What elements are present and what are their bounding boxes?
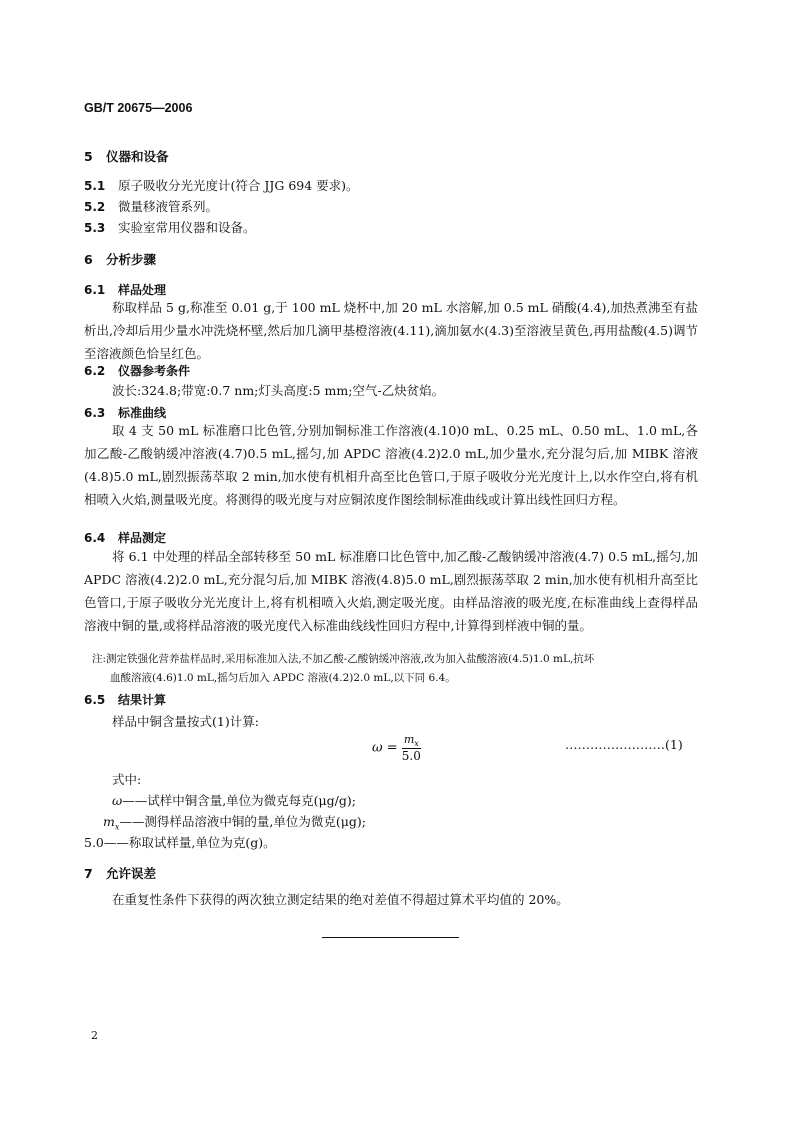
item-number: 5.2 <box>84 200 106 214</box>
definition-omega <box>112 791 356 809</box>
page-number: 2 <box>91 1029 98 1042</box>
formula-numerator-subscript: x <box>414 739 419 749</box>
item-number: 5.1 <box>84 179 106 193</box>
formula-numerator: m <box>403 733 415 746</box>
equation-number: ……………………(1) <box>565 737 683 752</box>
item-5-1 <box>84 176 359 194</box>
definition-symbol: 5.0 <box>84 835 104 850</box>
item-text: 原子吸收分光光度计(符合 JJG 694 要求)。 <box>118 178 359 193</box>
section-7-heading <box>84 864 156 882</box>
subsection-number: 6.5 <box>84 693 106 707</box>
formula-1 <box>372 733 421 763</box>
formula-lhs: ω = <box>372 740 398 756</box>
definition-mx <box>103 812 366 832</box>
where-label: 式中: <box>112 772 142 787</box>
item-text: 实验室常用仪器和设备。 <box>118 220 256 235</box>
formula-fraction <box>402 733 421 763</box>
subsection-title: 样品处理 <box>118 283 167 297</box>
definition-text: ——试样中铜含量,单位为微克每克(μg/g); <box>122 793 356 808</box>
formula-intro: 样品中铜含量按式(1)计算: <box>112 714 259 729</box>
subsection-title: 仪器参考条件 <box>118 364 191 378</box>
paragraph-6-1: 称取样品 5 g,称准至 0.01 g,于 100 mL 烧杯中,加 20 mL 水溶解,加 0.5 mL 硝酸(4.4),加热煮沸至有盐析出,冷却后用少量水冲洗烧杯壁,然后加几滴甲基橙溶液(4.11),滴加氨水(4.3)至溶液呈黄色,再用盐酸(4.5)调节至溶液颜色恰呈红色。 <box>84 300 698 361</box>
definition-text: ——称取试样量,单位为克(g)。 <box>103 835 276 850</box>
end-rule <box>322 937 459 938</box>
subsection-number: 6.3 <box>84 406 106 420</box>
paragraph-7: 在重复性条件下获得的两次独立测定结果的绝对差值不得超过算术平均值的 20%。 <box>112 892 569 907</box>
item-5-3 <box>84 218 256 236</box>
subsection-title: 标准曲线 <box>118 406 167 420</box>
section-5-heading <box>84 147 169 165</box>
subsection-title: 样品测定 <box>118 531 167 545</box>
note-text-continued: 血酸溶液(4.6)1.0 mL,摇匀后加入 APDC 溶液(4.2)2.0 mL,以下同 6.4。 <box>110 672 456 684</box>
subsection-number: 6.2 <box>84 364 106 378</box>
section-title: 允许误差 <box>106 866 157 881</box>
subsection-6-5-heading <box>84 691 166 708</box>
definition-symbol-subscript: x <box>114 822 120 832</box>
definition-sample-mass <box>84 833 276 851</box>
subsection-title: 结果计算 <box>118 693 167 707</box>
section-6-heading <box>84 250 156 268</box>
note-text: 测定铁强化营养盐样品时,采用标准加入法,不加乙酸-乙酸钠缓冲溶液,改为加入盐酸溶液(4.5)1.0 mL,抗坏 <box>106 653 595 665</box>
paragraph-6-4: 将 6.1 中处理的样品全部转移至 50 mL 标准磨口比色管中,加乙酸-乙酸钠缓冲溶液(4.7) 0.5 mL,摇匀,加 APDC 溶液(4.2)2.0 mL,充分混匀后,加 MIBK 溶液(4.8)5.0 mL,剧烈振荡萃取 2 min,加水使有机相升高至比色管口,于原子吸收分光光度计上,将有机相喷入火焰,测定吸光度。由样品溶液的吸光度,在标准曲线上查得样品溶液中铜的量,或将样品溶液的吸光度代入标准曲线线性回归方程中,计算得到样液中铜的量。 <box>84 549 698 633</box>
formula-denominator: 5.0 <box>401 749 421 764</box>
section-number: 5 <box>84 149 93 164</box>
subsection-number: 6.1 <box>84 283 106 297</box>
section-number: 6 <box>84 252 93 267</box>
item-text: 微量移液管系列。 <box>118 199 219 214</box>
paragraph-6-2: 波长:324.8;带宽:0.7 nm;灯头高度:5 mm;空气-乙炔贫焰。 <box>112 383 445 398</box>
definition-symbol: ω <box>112 793 123 808</box>
paragraph-6-3: 取 4 支 50 mL 标准磨口比色管,分别加铜标准工作溶液(4.10)0 mL、0.25 mL、0.50 mL、1.0 mL,各加乙酸-乙酸钠缓冲溶液(4.7)0.5 mL,摇匀,加 APDC 溶液(4.2)2.0 mL,加少量水,充分混匀后,加 MIBK 溶液(4.8)5.0 mL,剧烈振荡萃取 2 min,加水使有机相升高至比色管口,于原子吸收分光光度计上,以水作空白,将有机相喷入火焰,测量吸光度。将测得的吸光度与对应铜浓度作图绘制标准曲线或计算出线性回归方程。 <box>84 423 698 507</box>
subsection-6-4-heading <box>84 529 166 546</box>
definition-symbol: m <box>103 814 115 829</box>
section-title: 仪器和设备 <box>106 149 169 164</box>
item-number: 5.3 <box>84 221 106 235</box>
subsection-6-2-heading <box>84 362 190 379</box>
definition-text: ——测得样品溶液中铜的量,单位为微克(μg); <box>119 814 366 829</box>
subsection-number: 6.4 <box>84 531 106 545</box>
section-title: 分析步骤 <box>106 252 157 267</box>
item-5-2 <box>84 197 218 215</box>
standard-number: GB/T 20675—2006 <box>84 101 193 115</box>
note-label: 注: <box>92 653 107 665</box>
section-number: 7 <box>84 866 93 881</box>
note-6-4 <box>92 650 698 688</box>
